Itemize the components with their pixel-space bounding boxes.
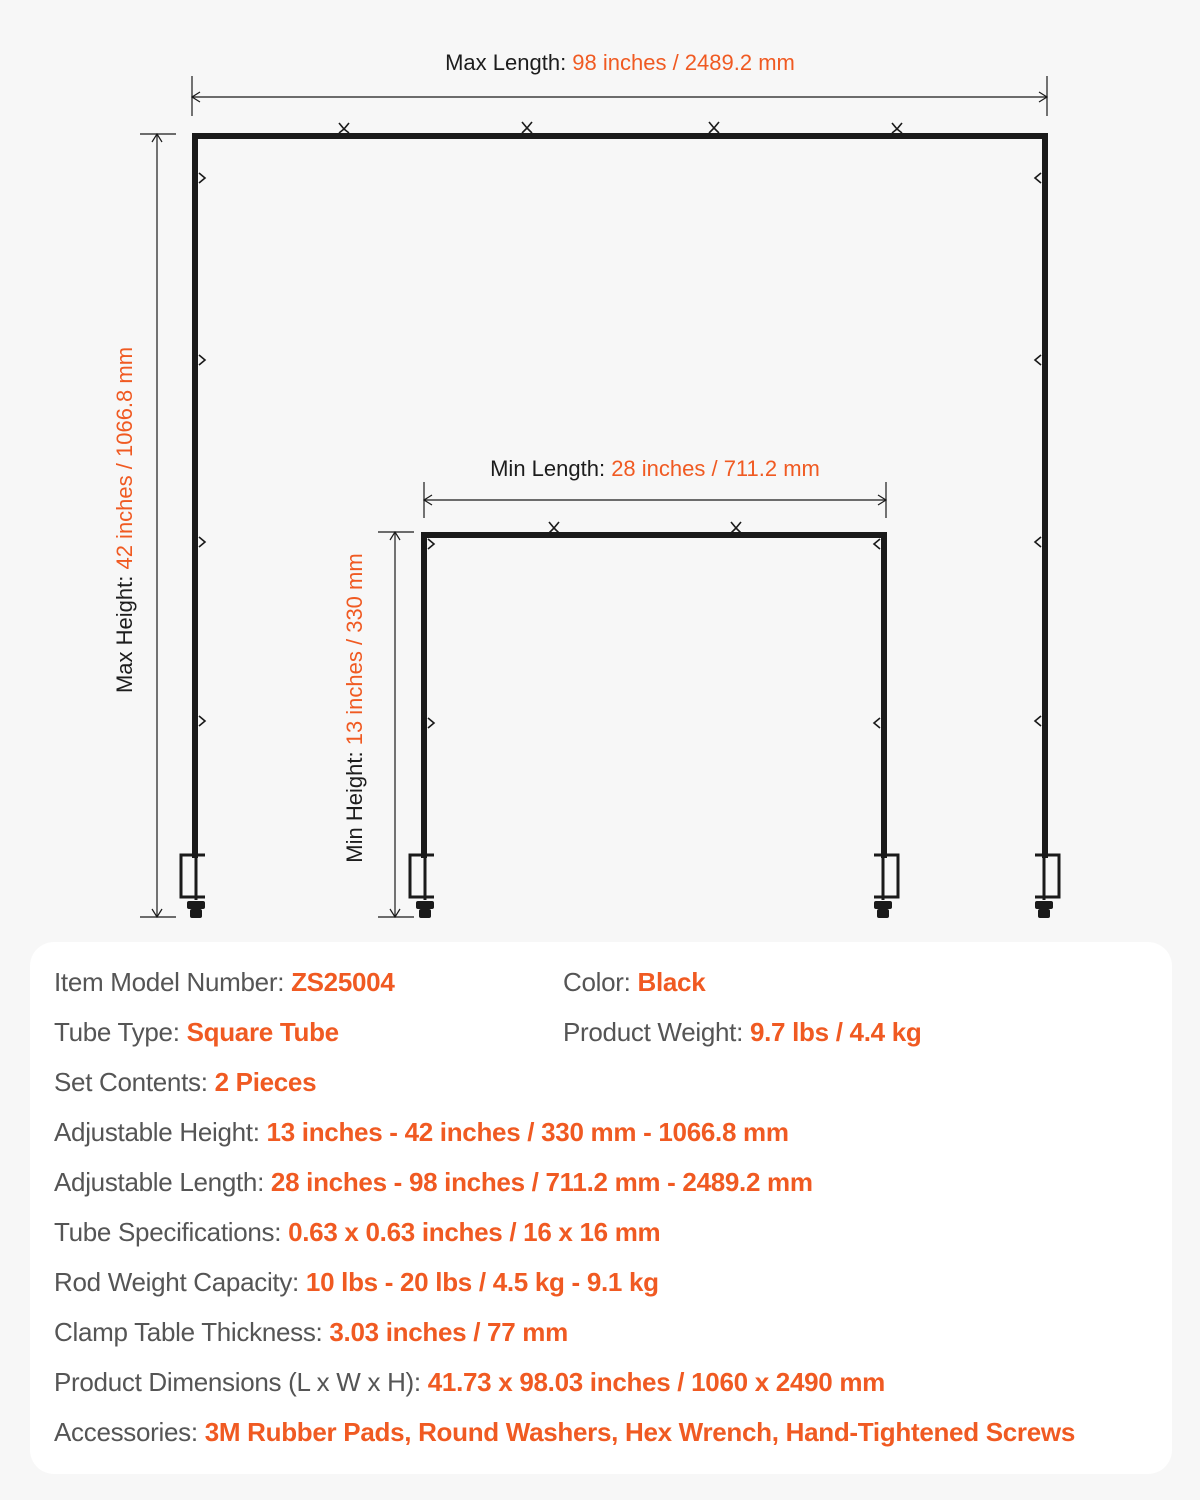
spec-card [30,942,1172,1474]
clamp-right-small [874,855,898,918]
spec-rod-capacity [54,1267,659,1297]
spec-product-dimensions-label: Product Dimensions (L x W x H): [54,1367,428,1397]
spec-tube-type-value: Square Tube [186,1017,339,1047]
max-height-dimension-line [140,134,176,917]
max-height-text [112,347,137,693]
min-length-dimension-line [424,482,886,518]
spec-clamp-thickness-value: 3.03 inches / 77 mm [329,1317,568,1347]
spec-tube-type [54,1017,339,1047]
small-frame [410,522,898,918]
clamp-left-small [410,855,434,918]
spec-product-dimensions [54,1367,885,1397]
spec-color-label: Color: [563,967,638,997]
spec-tube-specifications [54,1217,660,1247]
clamp-left-large [181,855,205,918]
max-length-text [445,50,795,75]
spec-color [563,967,705,997]
spec-clamp-thickness [54,1317,568,1347]
spec-set-contents-label: Set Contents: [54,1067,215,1097]
max-length-label: Max Length: [445,50,573,75]
clamp-right-large [1035,855,1059,918]
spec-model-label: Item Model Number: [54,967,292,997]
max-height-value: 42 inches / 1066.8 mm [112,346,137,570]
spec-weight-value: 9.7 lbs / 4.4 kg [749,1017,922,1047]
large-frame-joints [199,122,1041,726]
spec-adjustable-height [54,1117,789,1147]
spec-accessories-value: 3M Rubber Pads, Round Washers, Hex Wrench, Hand-Tightened Screws [204,1417,1075,1447]
spec-accessories-label: Accessories: [54,1417,205,1447]
spec-rod-capacity-value: 10 lbs - 20 lbs / 4.5 kg - 9.1 kg [305,1267,659,1297]
min-height-text [342,553,367,862]
spec-color-value: Black [637,967,706,997]
spec-tube-specifications-label: Tube Specifications: [54,1217,289,1247]
spec-model [54,967,395,997]
max-height-label: Max Height: [112,569,137,694]
spec-product-dimensions-value: 41.73 x 98.03 inches / 1060 x 2490 mm [427,1367,885,1397]
min-length-label: Min Length: [490,456,612,481]
spec-adjustable-length [54,1167,813,1197]
spec-weight-label: Product Weight: [563,1017,750,1047]
spec-adjustable-length-label: Adjustable Length: [54,1167,271,1197]
spec-adjustable-height-label: Adjustable Height: [54,1117,267,1147]
spec-adjustable-height-value: 13 inches - 42 inches / 330 mm - 1066.8 mm [266,1117,789,1147]
spec-weight [563,1017,921,1047]
spec-clamp-thickness-label: Clamp Table Thickness: [54,1317,330,1347]
spec-model-value: ZS25004 [291,967,395,997]
small-frame-joints [428,522,880,728]
spec-tube-type-label: Tube Type: [54,1017,187,1047]
spec-tube-specifications-value: 0.63 x 0.63 inches / 16 x 16 mm [288,1217,661,1247]
spec-rod-capacity-label: Rod Weight Capacity: [54,1267,306,1297]
min-height-value: 13 inches / 330 mm [342,553,367,746]
min-height-label: Min Height: [342,745,367,863]
spec-set-contents-value: 2 Pieces [214,1067,317,1097]
spec-set-contents [54,1067,316,1097]
max-length-dimension-line [192,76,1047,116]
spec-adjustable-length-value: 28 inches - 98 inches / 711.2 mm - 2489.2 mm [270,1167,813,1197]
max-length-value: 98 inches / 2489.2 mm [572,50,795,75]
spec-accessories [54,1417,1075,1447]
min-length-value: 28 inches / 711.2 mm [611,456,820,481]
large-frame [181,122,1059,918]
min-length-text [490,456,820,481]
